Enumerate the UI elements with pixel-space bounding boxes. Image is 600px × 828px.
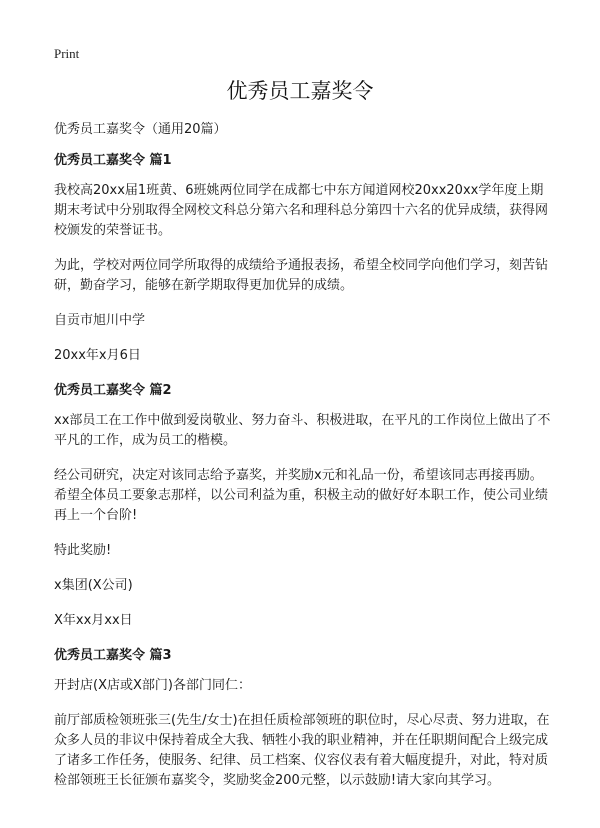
signature-date: 20xx年x月6日 xyxy=(54,348,141,363)
document-subtitle: 优秀员工嘉奖令（通用20篇） xyxy=(54,122,227,137)
section-heading: 优秀员工嘉奖令 篇1 xyxy=(54,153,172,168)
print-link[interactable]: Print xyxy=(54,46,80,61)
page-title: 优秀员工嘉奖令 xyxy=(226,79,374,103)
signature-org: 自贡市旭川中学 xyxy=(54,313,146,328)
section-heading: 优秀员工嘉奖令 篇3 xyxy=(54,648,172,663)
paragraph: 特此奖励! xyxy=(54,543,112,558)
document-body xyxy=(54,120,554,806)
paragraph: 经公司研究，决定对该同志给予嘉奖，并奖励x元和礼品一份，希望该同志再接再励。希望全体员工要象志那样，以公司利益为重，积极主动的做好好本职工作，使公司业绩再上一个台阶! xyxy=(54,468,549,523)
section-2 xyxy=(54,381,554,631)
signature-org: x集团(X公司) xyxy=(54,578,133,593)
paragraph: 我校高20xx届1班黄、6班姚两位同学在成都七中东方闻道网校20xx20xx学年度上期期末考试中分别取得全网校文科总分第六名和理科总分第四十六名的优异成绩，获得网校颁发的荣誉证书。 xyxy=(54,183,549,238)
paragraph: xx部员工在工作中做到爱岗敬业、努力奋斗、积极进取，在平凡的工作岗位上做出了不平凡的工作，成为员工的楷模。 xyxy=(54,413,551,448)
section-1 xyxy=(54,151,554,366)
paragraph: 前厅部质检领班张三(先生/女士)在担任质检部领班的职位时，尽心尽责、努力进取，在众多人员的非议中保持着成全大我、牺牲小我的职业精神，并在任职期间配合上级完成了诸多工作任务，使服务、纪律、员工档案、仪容仪表有着大幅度提升，对此，特对质检部领班王长征颁布嘉奖令，奖励奖金200元整，以示鼓励!请大家向其学习。 xyxy=(54,713,550,788)
paragraph: 开封店(X店或X部门)各部门同仁： xyxy=(54,678,251,693)
paragraph: 为此，学校对两位同学所取得的成绩给予通报表扬，希望全校同学向他们学习，刻苦钻研，勤奋学习，能够在新学期取得更加优异的成绩。 xyxy=(54,258,549,293)
section-heading: 优秀员工嘉奖令 篇2 xyxy=(54,383,172,398)
signature-date: X年xx月xx日 xyxy=(54,613,133,628)
section-3 xyxy=(54,646,554,791)
